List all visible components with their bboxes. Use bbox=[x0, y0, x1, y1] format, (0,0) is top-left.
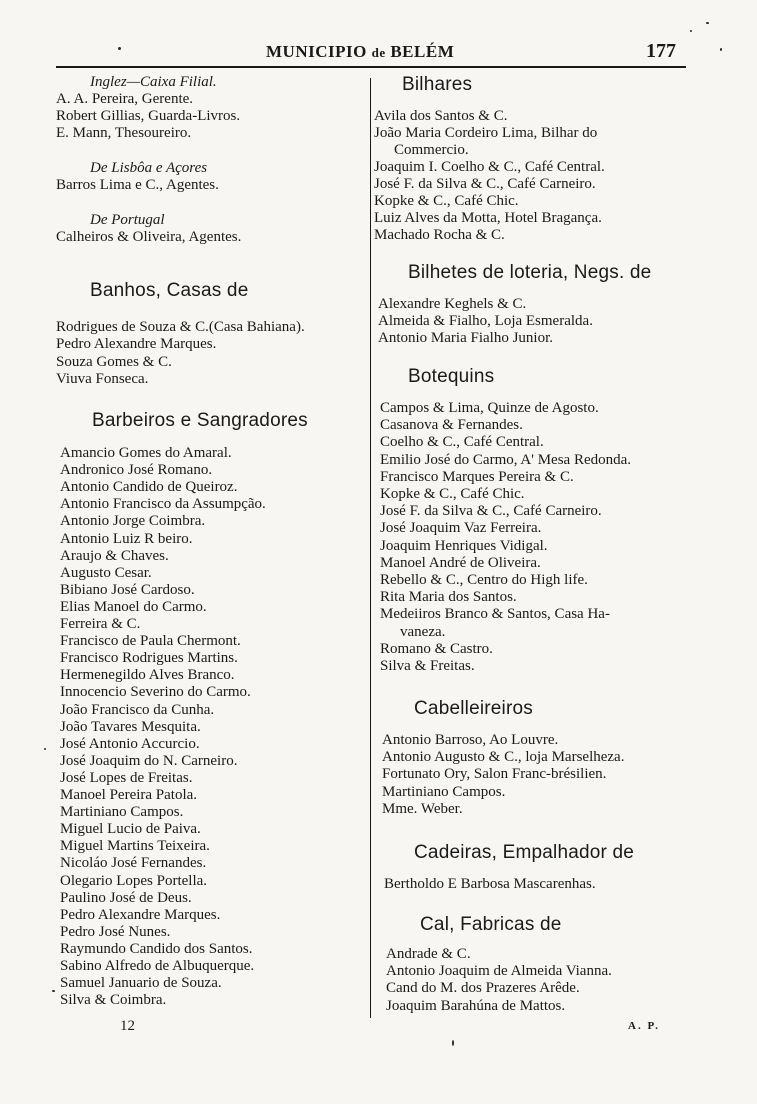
section-heading-bilhares: Bilhares bbox=[402, 74, 473, 95]
barbeiros-entry: Araujo & Chaves. bbox=[60, 547, 169, 564]
bilhetes-entry: Almeida & Fialho, Loja Esmeralda. bbox=[378, 313, 593, 329]
banhos-entry: Pedro Alexandre Marques. bbox=[56, 336, 217, 353]
cadeiras-entry: Bertholdo E Barbosa Mascarenhas. bbox=[384, 876, 596, 892]
cal-entry: Antonio Joaquim de Almeida Vianna. bbox=[386, 963, 612, 980]
ink-speck bbox=[52, 990, 55, 992]
ink-speck bbox=[706, 22, 709, 24]
bilhares-entry: Joaquim I. Coelho & C., Café Central. bbox=[374, 159, 605, 175]
bank-line: Barros Lima e C., Agentes. bbox=[56, 177, 219, 193]
barbeiros-entry: Innocencio Severino do Carmo. bbox=[60, 684, 251, 701]
section-heading-botequins: Botequins bbox=[408, 366, 495, 387]
bilhetes-entry: Antonio Maria Fialho Junior. bbox=[378, 330, 553, 346]
barbeiros-entry: Nicoláo José Fernandes. bbox=[60, 855, 207, 872]
ink-speck bbox=[720, 48, 722, 51]
section-heading-barbeiros: Barbeiros e Sangradores bbox=[92, 410, 308, 431]
barbeiros-entry: Ferreira & C. bbox=[60, 616, 141, 632]
banhos-entry: Souza Gomes & C. bbox=[56, 353, 172, 370]
banhos-entry: Rodrigues de Souza & C.(Casa Bahiana). bbox=[56, 319, 305, 335]
ink-speck bbox=[452, 1040, 454, 1046]
barbeiros-entry: José Antonio Accurcio. bbox=[60, 735, 200, 752]
botequins-entry: José Joaquim Vaz Ferreira. bbox=[380, 520, 542, 537]
barbeiros-entry: Hermenegildo Alves Branco. bbox=[60, 667, 235, 684]
barbeiros-entry: Miguel Martins Teixeira. bbox=[60, 838, 210, 855]
barbeiros-entry: João Tavares Mesquita. bbox=[60, 718, 201, 735]
bilhares-entry: Luiz Alves da Motta, Hotel Bragança. bbox=[374, 210, 602, 226]
ink-speck bbox=[44, 748, 46, 750]
botequins-entry: Francisco Marques Pereira & C. bbox=[380, 468, 574, 485]
ink-speck bbox=[690, 30, 692, 32]
barbeiros-entry: José Lopes de Freitas. bbox=[60, 769, 193, 786]
bank-line: Calheiros & Oliveira, Agentes. bbox=[56, 229, 242, 245]
barbeiros-entry: Raymundo Candido dos Santos. bbox=[60, 940, 253, 957]
barbeiros-entry: Antonio Candido de Queiroz. bbox=[60, 479, 238, 496]
running-title bbox=[266, 42, 454, 62]
barbeiros-entry: Samuel Januario de Souza. bbox=[60, 975, 222, 992]
barbeiros-entry: Sabino Alfredo de Albuquerque. bbox=[60, 958, 255, 974]
botequins-entry: Kopke & C., Café Chic. bbox=[380, 486, 525, 502]
bilhares-entry: Avila dos Santos & C. bbox=[374, 108, 508, 124]
botequins-entry: Coelho & C., Café Central. bbox=[380, 434, 544, 451]
bank-line: Robert Gillias, Guarda-Livros. bbox=[56, 108, 241, 124]
section-heading-cal: Cal, Fabricas de bbox=[420, 914, 562, 935]
cabelleireiros-entry: Antonio Augusto & C., loja Marselheza. bbox=[382, 749, 625, 766]
botequins-entry: Manoel André de Oliveira. bbox=[380, 554, 541, 571]
botequins-entry: vaneza. bbox=[400, 623, 446, 640]
header-rule bbox=[56, 66, 686, 68]
column-divider bbox=[370, 78, 371, 1018]
bank-subheading: De Portugal bbox=[90, 212, 165, 228]
bilhares-entry: Kopke & C., Café Chic. bbox=[374, 193, 519, 209]
cabelleireiros-entry: Martiniano Campos. bbox=[382, 783, 506, 800]
cabelleireiros-entry: Antonio Barroso, Ao Louvre. bbox=[382, 732, 559, 748]
barbeiros-entry: Antonio Jorge Coimbra. bbox=[60, 513, 206, 530]
botequins-entry: Rita Maria dos Santos. bbox=[380, 589, 517, 606]
cal-entry: Cand do M. dos Prazeres Arêde. bbox=[386, 980, 580, 997]
bank-line: E. Mann, Thesoureiro. bbox=[56, 125, 192, 141]
cal-entry: Joaquim Barahúna de Mattos. bbox=[386, 997, 566, 1014]
bank-subheading: De Lisbôa e Açores bbox=[90, 160, 208, 176]
barbeiros-entry: Elias Manoel do Carmo. bbox=[60, 598, 207, 615]
barbeiros-entry: Miguel Lucio de Paiva. bbox=[60, 821, 201, 838]
section-heading-cadeiras: Cadeiras, Empalhador de bbox=[414, 842, 635, 863]
botequins-entry: Romano & Castro. bbox=[380, 640, 493, 657]
barbeiros-entry: Silva & Coimbra. bbox=[60, 992, 167, 1009]
barbeiros-entry: Antonio Francisco da Assumpção. bbox=[60, 496, 266, 513]
botequins-entry: Casanova & Fernandes. bbox=[380, 417, 523, 434]
barbeiros-entry: Pedro José Nunes. bbox=[60, 923, 171, 940]
running-title-municipio: MUNICIPIO bbox=[266, 42, 367, 61]
section-heading-banhos: Banhos, Casas de bbox=[90, 280, 249, 301]
running-title-city: BELÉM bbox=[390, 42, 455, 61]
ink-speck bbox=[118, 47, 121, 50]
bilhetes-entry: Alexandre Keghels & C. bbox=[378, 296, 527, 312]
bilhares-entry: José F. da Silva & C., Café Carneiro. bbox=[374, 176, 596, 192]
barbeiros-entry: Amancio Gomes do Amaral. bbox=[60, 445, 232, 461]
botequins-entry: Rebello & C., Centro do High life. bbox=[380, 572, 588, 588]
bilhares-entry: Machado Rocha & C. bbox=[374, 227, 505, 243]
running-title-de: de bbox=[371, 45, 386, 60]
barbeiros-entry: Francisco Rodrigues Martins. bbox=[60, 650, 238, 667]
botequins-entry: Joaquim Henriques Vidigal. bbox=[380, 537, 548, 554]
cabelleireiros-entry: Fortunato Ory, Salon Franc-brésilien. bbox=[382, 766, 607, 783]
barbeiros-entry: João Francisco da Cunha. bbox=[60, 701, 215, 718]
page-header bbox=[56, 40, 686, 66]
banhos-entry: Viuva Fonseca. bbox=[56, 371, 149, 388]
botequins-entry: Medeiiros Branco & Santos, Casa Ha- bbox=[380, 606, 610, 623]
botequins-entry: Campos & Lima, Quinze de Agosto. bbox=[380, 400, 599, 416]
barbeiros-entry: Francisco de Paula Chermont. bbox=[60, 633, 241, 650]
barbeiros-entry: Bibiano José Cardoso. bbox=[60, 581, 195, 598]
botequins-entry: Silva & Freitas. bbox=[380, 658, 475, 674]
bank-line: A. A. Pereira, Gerente. bbox=[56, 91, 194, 107]
section-heading-bilhetes: Bilhetes de loteria, Negs. de bbox=[408, 262, 652, 283]
barbeiros-entry: Manoel Pereira Patola. bbox=[60, 787, 198, 803]
printer-mark: A. P. bbox=[628, 1020, 660, 1032]
botequins-entry: José F. da Silva & C., Café Carneiro. bbox=[380, 503, 602, 520]
bank-line-inglez bbox=[90, 74, 217, 91]
barbeiros-entry: Andronico José Romano. bbox=[60, 462, 213, 479]
signature-mark: 12 bbox=[120, 1018, 135, 1034]
barbeiros-entry: Augusto Cesar. bbox=[60, 564, 152, 581]
barbeiros-entry: Olegario Lopes Portella. bbox=[60, 872, 208, 889]
section-heading-cabelleireiros: Cabelleireiros bbox=[414, 698, 533, 719]
cal-entry: Andrade & C. bbox=[386, 946, 471, 962]
bilhares-entry: João Maria Cordeiro Lima, Bilhar do bbox=[374, 125, 598, 141]
botequins-entry: Emilio José do Carmo, A' Mesa Redonda. bbox=[380, 451, 632, 468]
barbeiros-entry: Martiniano Campos. bbox=[60, 804, 184, 821]
barbeiros-entry: Antonio Luiz R beiro. bbox=[60, 530, 193, 547]
barbeiros-entry: Pedro Alexandre Marques. bbox=[60, 906, 221, 923]
bank-inglez-text: Inglez—Caixa Filial. bbox=[90, 74, 217, 90]
page-number: 177 bbox=[646, 40, 676, 62]
cabelleireiros-entry: Mme. Weber. bbox=[382, 800, 463, 817]
barbeiros-entry: Paulino José de Deus. bbox=[60, 889, 192, 906]
bilhares-entry: Commercio. bbox=[394, 142, 469, 158]
barbeiros-entry: José Joaquim do N. Carneiro. bbox=[60, 752, 238, 769]
